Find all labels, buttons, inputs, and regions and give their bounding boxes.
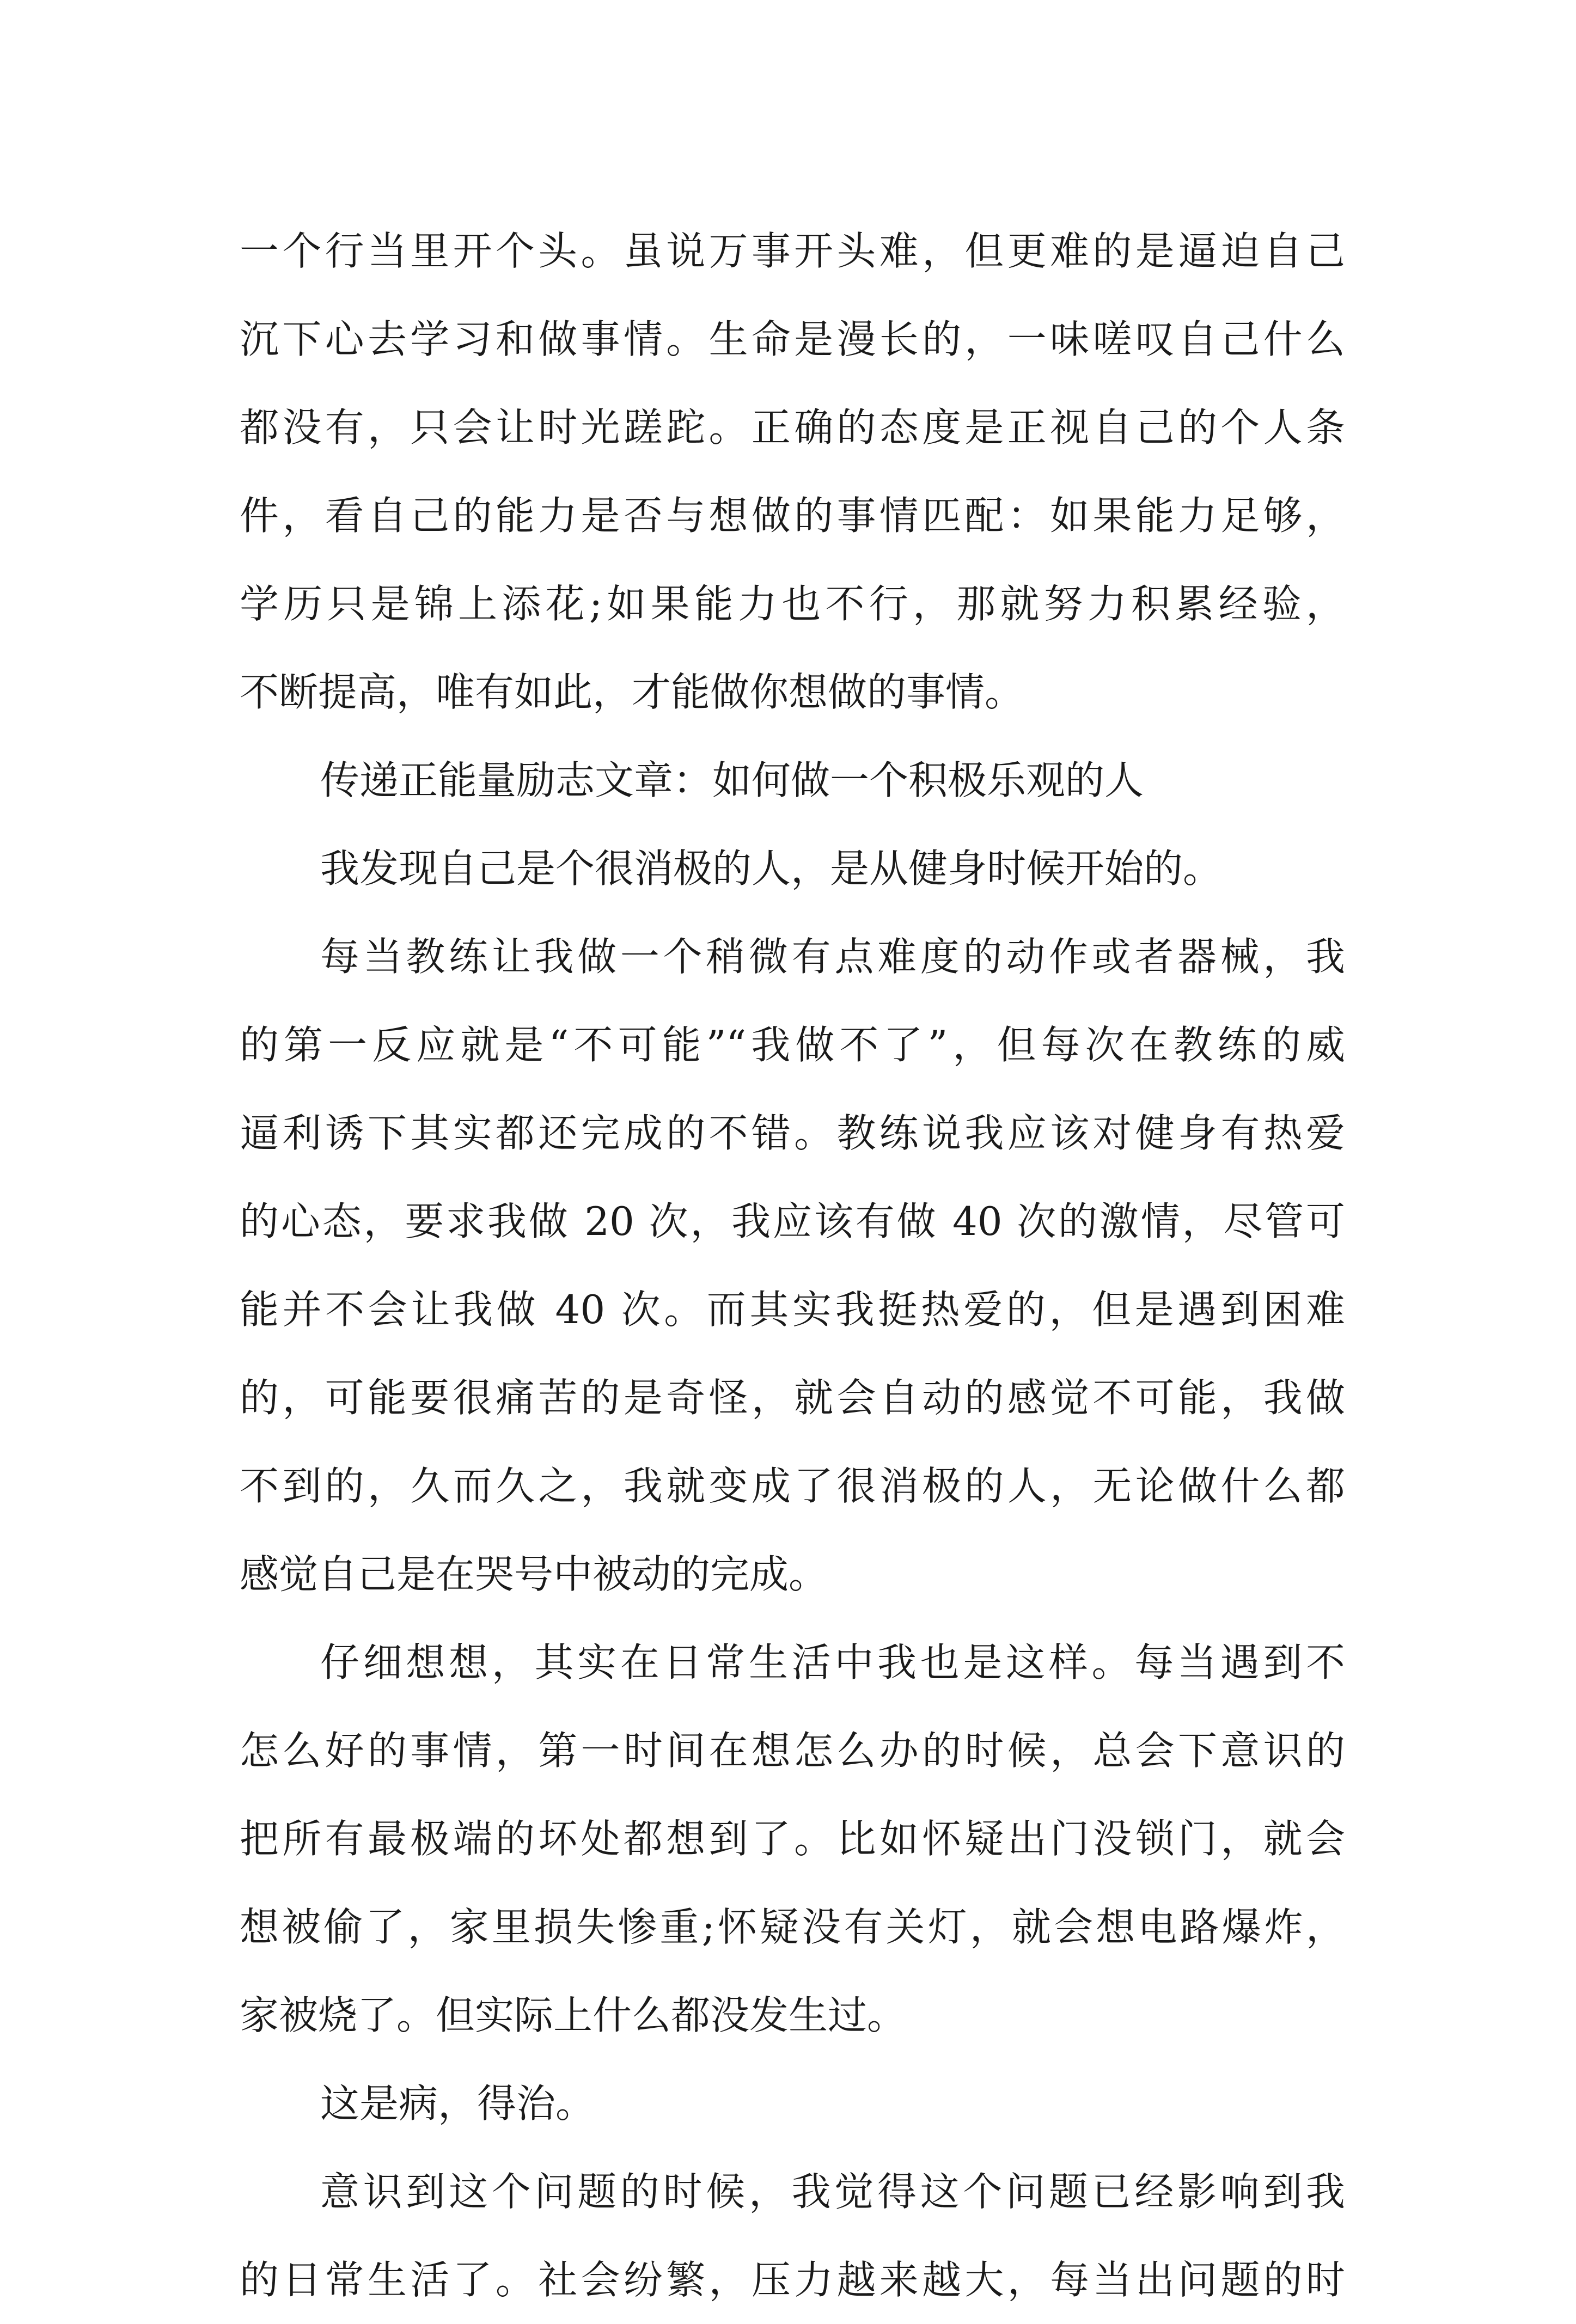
- text-line: 感觉自己是在哭号中被动的完成。: [240, 1551, 828, 1597]
- text-line: 一个行当里开个头。虽说万事开头难，但更难的是逼迫自己: [240, 228, 1345, 274]
- section-heading: 传递正能量励志文章：如何做一个积极乐观的人: [320, 757, 1144, 803]
- text-line: 不断提高，唯有如此，才能做你想做的事情。: [240, 669, 1024, 715]
- text-line: 家被烧了。但实际上什么都没发生过。: [240, 1992, 907, 2038]
- text-line: 这是病，得治。: [320, 2081, 595, 2126]
- text-line: 都没有，只会让时光蹉跎。正确的态度是正视自己的个人条: [240, 405, 1345, 450]
- text-line: 想被偷了，家里损失惨重;怀疑没有关灯，就会想电路爆炸，: [240, 1904, 1345, 1950]
- text-line: 怎么好的事情，第一时间在想怎么办的时候，总会下意识的: [240, 1728, 1345, 1773]
- text-line: 的日常生活了。社会纷繁，压力越来越大，每当出问题的时: [240, 2257, 1345, 2303]
- text-line: 学历只是锦上添花;如果能力也不行，那就努力积累经验，: [240, 581, 1345, 627]
- text-line: 能并不会让我做 40 次。而其实我挺热爱的，但是遇到困难: [240, 1287, 1345, 1332]
- text-line: 仔细想想，其实在日常生活中我也是这样。每当遇到不: [320, 1640, 1345, 1685]
- text-line: 的第一反应就是“不可能”“我做不了”，但每次在教练的威: [240, 1022, 1345, 1068]
- text-line: 意识到这个问题的时候，我觉得这个问题已经影响到我: [320, 2169, 1345, 2215]
- text-line: 的，可能要很痛苦的是奇怪，就会自动的感觉不可能，我做: [240, 1375, 1345, 1421]
- text-line: 件，看自己的能力是否与想做的事情匹配：如果能力足够，: [240, 493, 1345, 539]
- text-line: 每当教练让我做一个稍微有点难度的动作或者器械，我: [320, 934, 1345, 980]
- text-line: 逼利诱下其实都还完成的不错。教练说我应该对健身有热爱: [240, 1110, 1345, 1156]
- text-line: 的心态，要求我做 20 次，我应该有做 40 次的激情，尽管可: [240, 1198, 1345, 1244]
- text-line: 沉下心去学习和做事情。生命是漫长的，一味嗟叹自己什么: [240, 316, 1345, 362]
- text-line: 我发现自己是个很消极的人，是从健身时候开始的。: [320, 846, 1223, 891]
- text-line: 不到的，久而久之，我就变成了很消极的人，无论做什么都: [240, 1463, 1345, 1509]
- document-body: [240, 207, 1345, 2324]
- text-line: 把所有最极端的坏处都想到了。比如怀疑出门没锁门，就会: [240, 1816, 1345, 1862]
